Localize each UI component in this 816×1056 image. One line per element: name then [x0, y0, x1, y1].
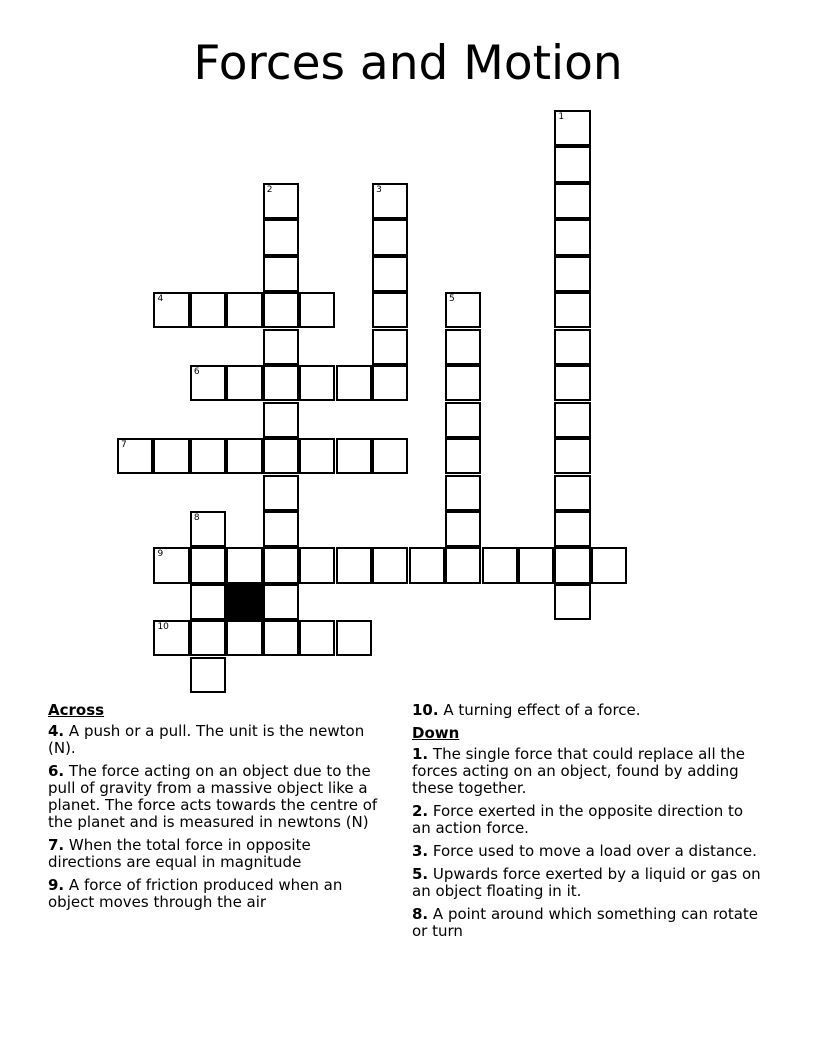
clue [412, 906, 762, 940]
crossword-cell[interactable] [518, 547, 554, 583]
crossword-cell[interactable] [190, 547, 226, 583]
clue-number: 10 [157, 622, 169, 633]
crossword-cell[interactable] [336, 438, 372, 474]
crossword-cell[interactable] [190, 584, 226, 620]
crossword-cell[interactable] [554, 511, 590, 547]
clues-right-column [412, 702, 762, 946]
crossword-cell[interactable] [299, 292, 335, 328]
crossword-cell[interactable] [372, 292, 408, 328]
clue-number: 3 [376, 184, 382, 195]
clue-text: The force acting on an object due to the pull of gravity from a massive object like a planet. The force acts towards the centre of the planet and is measured in newtons (N) [48, 762, 378, 831]
crossword-cell[interactable] [263, 219, 299, 255]
clue [48, 837, 388, 871]
crossword-cell[interactable] [482, 547, 518, 583]
crossword-cell[interactable] [299, 365, 335, 401]
crossword-cell[interactable] [299, 547, 335, 583]
crossword-cell[interactable] [445, 438, 481, 474]
crossword-cell[interactable] [263, 438, 299, 474]
crossword-cell[interactable] [445, 475, 481, 511]
crossword-cell[interactable] [591, 547, 627, 583]
crossword-cell[interactable] [190, 292, 226, 328]
down-clue-list [412, 746, 762, 940]
crossword-cell[interactable] [554, 219, 590, 255]
crossword-cell[interactable] [554, 365, 590, 401]
crossword-cell[interactable] [445, 329, 481, 365]
crossword-cell[interactable] [190, 438, 226, 474]
puzzle-title: Forces and Motion [193, 36, 623, 91]
clue-number-label: 4. [48, 722, 65, 740]
crossword-cell[interactable] [372, 547, 408, 583]
crossword-cell[interactable] [190, 365, 226, 401]
crossword-cell[interactable] [117, 438, 153, 474]
clue [48, 877, 388, 911]
crossword-cell[interactable] [445, 402, 481, 438]
crossword-cell[interactable] [554, 475, 590, 511]
clue-text: Force exerted in the opposite direction to an action force. [412, 802, 744, 837]
crossword-cell[interactable] [153, 292, 189, 328]
crossword-cell[interactable] [372, 183, 408, 219]
black-square [226, 584, 262, 620]
crossword-cell[interactable] [263, 620, 299, 656]
clue-text: When the total force in opposite directions are equal in magnitude [48, 836, 311, 871]
crossword-cell[interactable] [409, 547, 445, 583]
clue [412, 843, 762, 860]
crossword-cell[interactable] [226, 365, 262, 401]
clue [412, 803, 762, 837]
crossword-cell[interactable] [554, 256, 590, 292]
crossword-cell[interactable] [226, 547, 262, 583]
clue-number-label: 5. [412, 865, 429, 883]
crossword-cell[interactable] [263, 183, 299, 219]
crossword-cell[interactable] [372, 219, 408, 255]
clue-text: The single force that could replace all the forces acting on an object, found by adding these together. [412, 745, 746, 797]
crossword-cell[interactable] [226, 438, 262, 474]
crossword-cell[interactable] [554, 146, 590, 182]
clue-number-label: 10. [412, 701, 439, 719]
clue-number-label: 9. [48, 876, 65, 894]
crossword-cell[interactable] [554, 292, 590, 328]
clue-number-label: 3. [412, 842, 429, 860]
clues-left-column [48, 702, 388, 917]
down-heading: Down [412, 724, 460, 742]
crossword-cell[interactable] [554, 329, 590, 365]
crossword-cell[interactable] [445, 292, 481, 328]
clue-number-label: 7. [48, 836, 65, 854]
crossword-cell[interactable] [336, 547, 372, 583]
crossword-cell[interactable] [153, 620, 189, 656]
crossword-cell[interactable] [263, 584, 299, 620]
crossword-cell[interactable] [372, 329, 408, 365]
clue-text: A point around which something can rotate or turn [412, 905, 759, 940]
crossword-cell[interactable] [190, 511, 226, 547]
crossword-cell[interactable] [445, 547, 481, 583]
clue-number-label: 1. [412, 745, 429, 763]
crossword-cell[interactable] [299, 438, 335, 474]
crossword-cell[interactable] [153, 438, 189, 474]
crossword-cell[interactable] [263, 475, 299, 511]
crossword-cell[interactable] [263, 292, 299, 328]
clue-text: A push or a pull. The unit is the newton (N). [48, 722, 365, 757]
clue-number: 8 [193, 512, 200, 523]
crossword-cell[interactable] [263, 329, 299, 365]
crossword-cell[interactable] [153, 547, 189, 583]
crossword-cell[interactable] [372, 256, 408, 292]
crossword-cell[interactable] [263, 365, 299, 401]
clue-number: 9 [157, 549, 164, 560]
crossword-cell[interactable] [445, 511, 481, 547]
clue-text: Upwards force exerted by a liquid or gas on an object floating in it. [412, 865, 761, 900]
clue-text: Force used to move a load over a distance. [428, 842, 757, 860]
clue-number: 7 [121, 440, 127, 451]
crossword-cell[interactable] [190, 657, 226, 693]
crossword-cell[interactable] [263, 547, 299, 583]
crossword-cell[interactable] [445, 365, 481, 401]
crossword-cell[interactable] [263, 402, 299, 438]
clue-number: 4 [157, 294, 164, 305]
crossword-cell[interactable] [263, 511, 299, 547]
clue-number: 2 [266, 184, 273, 195]
across-clue-list [48, 723, 388, 911]
clue-number: 5 [449, 294, 455, 305]
crossword-cell[interactable] [372, 438, 408, 474]
across-clue-list-continued [412, 702, 762, 719]
crossword-cell[interactable] [336, 620, 372, 656]
crossword-cell[interactable] [554, 547, 590, 583]
crossword-cell[interactable] [372, 365, 408, 401]
clue-number-label: 2. [412, 802, 429, 820]
across-heading: Across [48, 701, 105, 719]
crossword-cell[interactable] [554, 584, 590, 620]
crossword-cell[interactable] [299, 620, 335, 656]
clue [412, 866, 762, 900]
crossword-cell[interactable] [554, 438, 590, 474]
crossword-cell[interactable] [554, 110, 590, 146]
crossword-cell[interactable] [554, 183, 590, 219]
clue-number: 6 [193, 367, 200, 378]
clue [412, 702, 762, 719]
crossword-cell[interactable] [226, 292, 262, 328]
clue-number-label: 8. [412, 905, 429, 923]
crossword-cell[interactable] [263, 256, 299, 292]
clue-number-label: 6. [48, 762, 65, 780]
clue-text: A turning effect of a force. [438, 701, 641, 719]
crossword-cell[interactable] [336, 365, 372, 401]
clue [48, 723, 388, 757]
clue-text: A force of friction produced when an object moves through the air [48, 876, 343, 911]
clue [48, 763, 388, 831]
crossword-cell[interactable] [226, 620, 262, 656]
crossword-cell[interactable] [190, 620, 226, 656]
crossword-cell[interactable] [554, 402, 590, 438]
clue [412, 746, 762, 797]
clue-number: 1 [558, 112, 565, 122]
